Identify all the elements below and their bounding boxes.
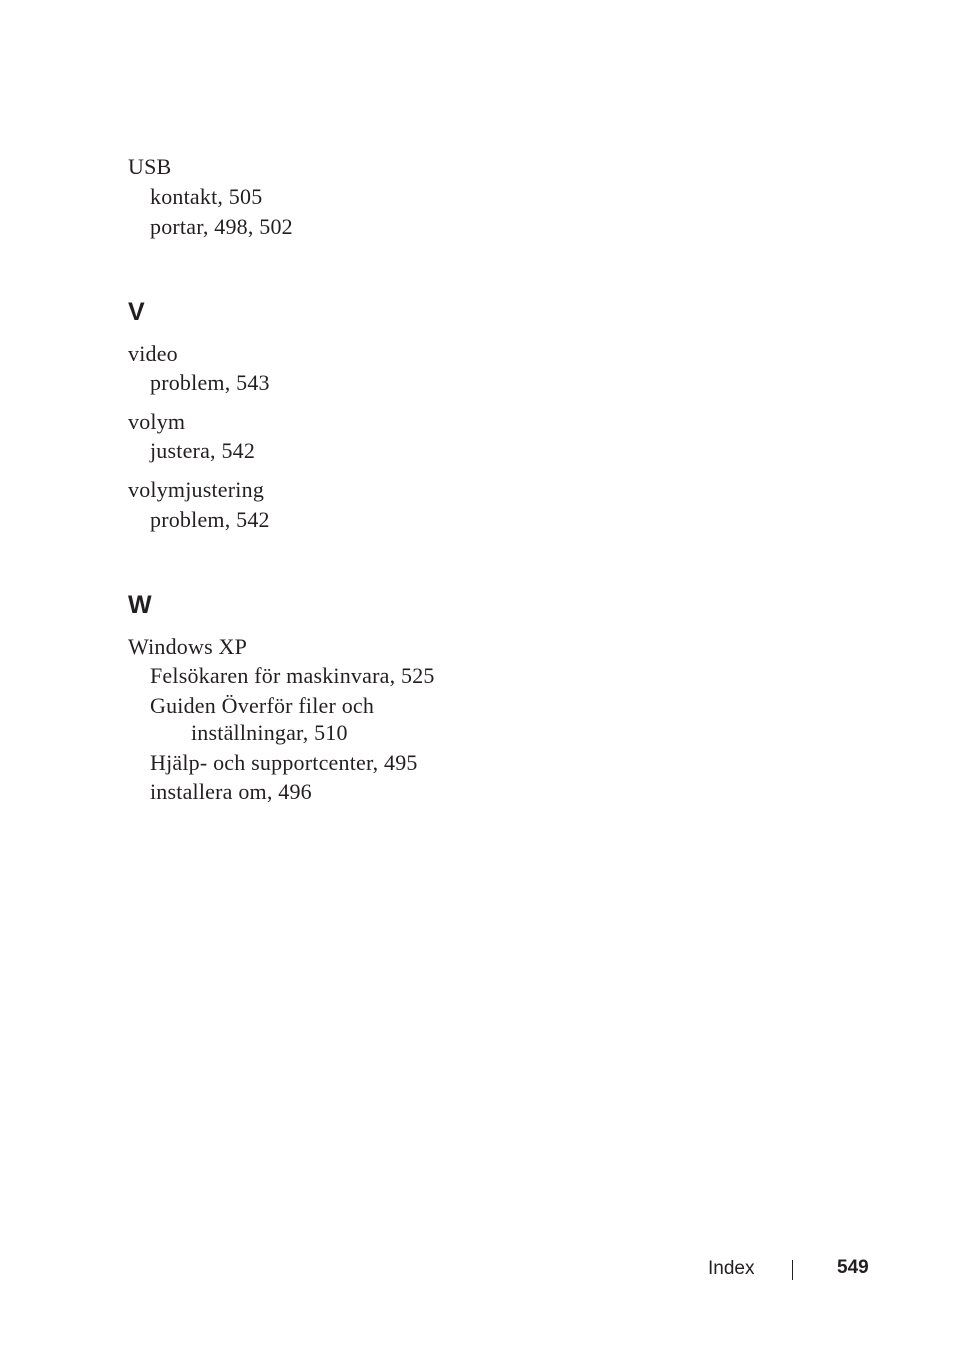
index-subentry: problem, 543 xyxy=(150,370,270,395)
index-subentry: kontakt, 505 xyxy=(150,184,263,209)
footer-label: Index xyxy=(708,1258,755,1279)
index-term-volymjustering: volymjustering xyxy=(128,477,265,502)
index-term-video: video xyxy=(128,341,178,366)
index-subentry-continuation: inställningar, 510 xyxy=(191,720,348,745)
index-subentry: Guiden Överför filer och xyxy=(150,693,375,718)
section-letter-v: V xyxy=(128,298,145,326)
section-letter-w: W xyxy=(128,591,152,619)
footer-separator xyxy=(792,1260,793,1280)
page-number: 549 xyxy=(837,1257,869,1278)
index-subentry: Felsökaren för maskinvara, 525 xyxy=(150,663,435,688)
index-subentry: problem, 542 xyxy=(150,507,270,532)
index-subentry: Hjälp- och supportcenter, 495 xyxy=(150,750,418,775)
index-subentry: portar, 498, 502 xyxy=(150,214,293,239)
index-subentry: justera, 542 xyxy=(150,438,256,463)
index-term-windows-xp: Windows XP xyxy=(128,634,248,659)
index-subentry: installera om, 496 xyxy=(150,779,312,804)
index-term-volym: volym xyxy=(128,409,186,434)
index-term-usb: USB xyxy=(128,154,172,179)
